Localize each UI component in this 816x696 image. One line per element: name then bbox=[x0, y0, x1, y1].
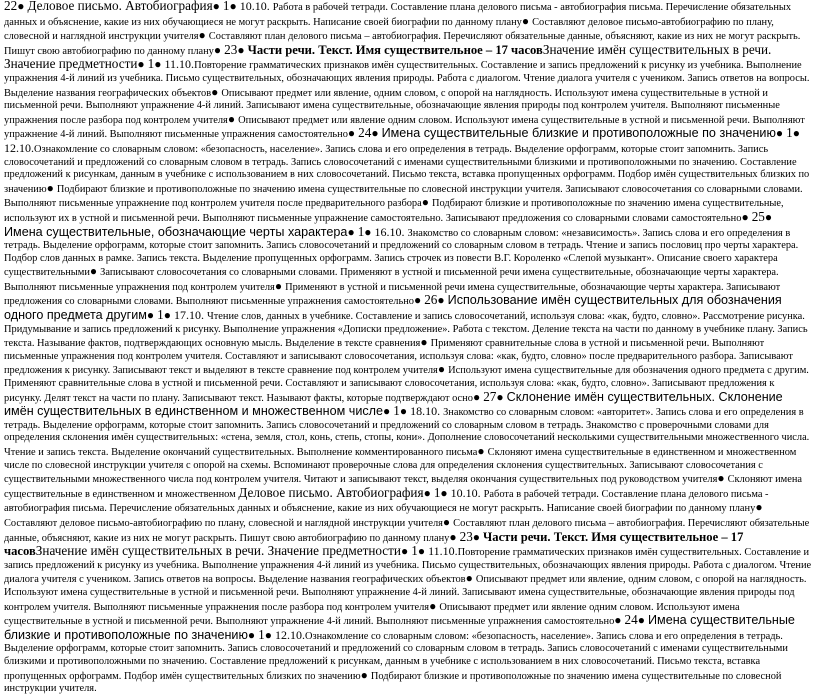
bullet-separator: ● bbox=[212, 0, 223, 13]
bullet-separator: ● bbox=[399, 404, 411, 419]
bullet-separator: ● bbox=[437, 293, 448, 308]
bullet-separator: ● bbox=[146, 308, 158, 323]
bullet-separator: ● bbox=[421, 195, 432, 210]
bullet-separator: ● bbox=[775, 126, 787, 141]
bullet-separator: ● bbox=[213, 42, 225, 57]
bullet-separator: ● bbox=[347, 126, 359, 141]
bullet-separator: ● bbox=[521, 13, 533, 28]
bullet-separator: ● bbox=[637, 613, 648, 628]
lesson-title: 23 bbox=[459, 528, 473, 544]
body-text: Работа в рабочей тетради. Составление плана делового письма - автобиография письма. Перечисление обязательных данных и объяснение, какие из них обучающиеся не могут раскрыть. Написание своей биографии по данному плану bbox=[4, 2, 792, 28]
body-text: Применяют в устной и письменной речи имена существительные, обозначающие черты характера. Записывают предложения со словарными словами. Выполняют письменные упражнения самостоятельно bbox=[4, 281, 781, 308]
bullet-separator: ● bbox=[211, 84, 222, 99]
bullet-separator: ● bbox=[400, 544, 412, 559]
lesson-date: 17.10. bbox=[174, 308, 208, 323]
lesson-title: Значение имён существительных в речи. Значение предметности bbox=[4, 41, 772, 72]
lesson-title: Имена существительные близкие и противоположные по значению bbox=[381, 126, 776, 141]
lesson-date: 16.10. bbox=[374, 224, 408, 239]
bullet-separator: ● bbox=[741, 209, 752, 224]
bullet-separator: ● bbox=[465, 571, 476, 586]
body-text: Работа в рабочей тетради. Составление плана делового письма - автобиография письма. Перечисление обязательных данных и объяснение, какие из них обучающиеся не могут раскрыть. Написание своей биографии по данному плану bbox=[4, 488, 769, 515]
body-text: Описывают предмет или явление, одним словом, с опорой на наглядность. Используют имена существительные в устной и письменной речи. Выполняют упражнение 4-й линий. Записывают имена существительные, обозначающие явления природы под контролем учителя. Выполняют письменные упражнения после разбора под контролем учителя bbox=[4, 87, 780, 126]
lesson-title: 1 bbox=[393, 403, 400, 419]
body-text: Описывают предмет или явление, одним словом, с опорой на наглядность. Используют имена существительные в устной и письменной речи. Выполняют упражнение 4-й линий. Записывают имена существительные, обозначающие явления природы под контролем учителя. Выполняют письменные упражнения после разбора под контролем учителя bbox=[4, 574, 807, 613]
bullet-separator: ● bbox=[420, 335, 431, 350]
bullet-separator: ● bbox=[440, 485, 451, 500]
lesson-date: 12.10. bbox=[275, 627, 305, 642]
body-text: Описывают предмет или явление одним словом. Используют имена существительные в устной и письменной речи. Выполняют упражнение 4-й линий. Выполняют письменные упражнения самостоятельно bbox=[4, 114, 805, 141]
bullet-separator: ● bbox=[755, 500, 763, 515]
bullet-separator: ● bbox=[472, 529, 484, 544]
body-text: Составляют план делового письма – автобиография. Перечисляют обязательные данные, объясняют, какие из них не могут раскрыть. Пишут свою автобиографию по данному плану bbox=[4, 517, 810, 544]
bullet-separator: ● bbox=[137, 57, 148, 72]
body-text: Применяют сравнительные слова в устной и письменной речи. Выполняют письменные упражнения под контролем учителя. Составляют и записывают словосочетания, используя слова: «как, будто, словно» после предварительного разбора. Записывают предложения к рисунку. Записывают текст и выделяют в тексте сравнение под контролем учителя bbox=[4, 338, 793, 377]
bullet-separator: ● bbox=[496, 389, 507, 404]
body-text: Записывают словосочетания со словарными словами. Применяют в устной и письменной речи имена существительные, обозначающие черты характера. Выполняют письменные упражнения под контролем учителя bbox=[4, 267, 779, 293]
lesson-title: 24 bbox=[624, 612, 638, 628]
section-heading: Части речи. Текст. Имя существительное – 17 часов bbox=[247, 42, 543, 57]
bullet-separator: ● bbox=[274, 278, 286, 293]
body-text: Описывают предмет или явление одним словом. Используют имена существительные в устной и письменной речи. Выполняют упражнение 4-й линий. Выполняют письменные упражнения самостоятельно bbox=[4, 601, 740, 628]
lesson-title: Значение имён существительных в речи. Значение предметности bbox=[35, 543, 401, 559]
body-text: Подбирают близкие и противоположные по значению имена существительные по словесной инструкции учителя. bbox=[4, 670, 782, 695]
body-text: Составляют деловое письмо-автобиографию по плану, словесной и наглядной инструкции учителя bbox=[4, 16, 774, 43]
bullet-separator: ● bbox=[472, 389, 484, 404]
bullet-separator: ● bbox=[717, 471, 728, 486]
lesson-title: Использование имён существительных для обозначения одного предмета другим bbox=[4, 293, 782, 323]
body-text: Знакомство со словарным словом: «независимость». Запись слова и его определения в тетрадь. Выделение орфограмм, которые стоит запомнить. Запись словосочетаний и предложений со словарным словом в тетрадь. Чтение и запись пословиц про черты характера. Подбор слов данных в рамке. Запись текста. Выделение пропущенных орфограмм. Запись строчек из повести В.Г. Короленко «Слепой музыкант». Описание своего характера существительными bbox=[4, 227, 799, 279]
lesson-title: 1 bbox=[157, 307, 164, 323]
lesson-title: Деловое письмо. Автобиография bbox=[238, 484, 424, 500]
body-text: Ознакомление со словарным словом: «безопасность, население». Запись слова и его определения в тетрадь. Выделение орфограмм, которые стоит запомнить. Запись словосочетаний и предложений со словарным словом в тетрадь. Запись словосочетаний с именами существительными близкими и противоположными по значению. Составление предложений к рисункам, данным в учебнике с использованием в них словосочетаний. Письмо текста, вставка пропущенных орфограмм. Подбор имён существительных близких по значению bbox=[4, 143, 810, 195]
lesson-title: 25 bbox=[751, 208, 765, 224]
section-heading: Части речи. Текст. Имя существительное – 17 часов bbox=[4, 529, 744, 559]
lesson-title: 27 bbox=[483, 388, 497, 404]
lesson-title: 1 bbox=[411, 543, 418, 559]
body-text: Повторение грамматических признаков имён существительных. Составление и запись предложений к рисунку из учебника. Выполнение упражнения 4-й линий из учебника. Письмо существительных, обозначающих явления природы. Работа с диалогом. Чтение диалога учителя с учеником. Запись ответов на вопросы. Выделение названия географических объектов bbox=[4, 60, 810, 99]
lesson-title: 23 bbox=[224, 41, 238, 57]
body-text: Подбирают близкие и противоположные по значению имена существительные по словесной инструкции учителя. Записывают словосочетания со словарными словами. Выполняют письменные упражнение под контролем учителя после предварительного разбора bbox=[4, 183, 803, 210]
bullet-separator: ● bbox=[163, 308, 175, 323]
bullet-separator: ● bbox=[423, 485, 434, 500]
body-text: Повторение грамматических признаков имён существительных. Составление и запись предложений к рисунку из учебника. Выполнение упражнения 4-й линий из учебника. Письмо существительных, обозначающих явления природы. Работа с диалогом. Чтение диалога учителя с учеником. Запись ответов на вопросы. Выделение названия географических объектов bbox=[4, 547, 812, 586]
lesson-title: 26 bbox=[424, 292, 438, 308]
lesson-date: 11.10. bbox=[164, 57, 195, 72]
lesson-date: 12.10. bbox=[4, 140, 34, 155]
lesson-title: 1 bbox=[786, 125, 793, 141]
body-text: Используют имена существительные для обозначения одного предмета с другим. Применяют сравнительные слова в устной и письменной речи. Составляют и записывают словосочетания, используя слова: «как, будто, словно». Записывают предложения к рисунку. Делят текст на части по плану. Записывают текст. Называют факты, которые подтверждают осно bbox=[4, 365, 809, 404]
bullet-separator: ● bbox=[764, 209, 773, 224]
bullet-separator: ● bbox=[792, 126, 800, 141]
lesson-title: 22 bbox=[4, 0, 18, 13]
bullet-separator: ● bbox=[383, 404, 394, 419]
lesson-date: 10.10. bbox=[450, 485, 484, 500]
body-text: Ознакомление со словарным словом: «безопасность, население». Запись слова и его определения в тетрадь. Выделение орфограмм, которые стоит запомнить. Запись словосочетаний и предложений со словарным словом в тетрадь. Запись словосочетаний с именами существительными близкими и противоположными по значению. Составление предложений к рисункам, данным в учебнике с использованием в них словосочетаний. Письмо текста, вставка пропущенных орфограмм. Подбор имён существительных близких по значению bbox=[4, 630, 788, 682]
body-text: Составляют план делового письма – автобиография. Перечисляют обязательные данные, объясняют, какие из них не могут раскрыть. Пишут свою автобиографию по данному плану bbox=[4, 31, 801, 57]
bullet-separator: ● bbox=[89, 264, 101, 279]
bullet-separator: ● bbox=[429, 598, 440, 613]
bullet-separator: ● bbox=[477, 444, 488, 458]
bullet-separator: ● bbox=[449, 529, 460, 544]
bullet-separator: ● bbox=[437, 362, 449, 377]
lesson-date: 10.10. bbox=[239, 0, 273, 13]
bullet-separator: ● bbox=[347, 224, 358, 239]
lesson-title: Имена существительные близкие и противоположные по значению bbox=[4, 613, 795, 642]
bullet-separator: ● bbox=[417, 544, 429, 559]
bullet-separator: ● bbox=[371, 126, 382, 141]
bullet-separator: ● bbox=[413, 293, 425, 308]
bullet-separator: ● bbox=[46, 180, 57, 195]
bullet-separator: ● bbox=[227, 111, 239, 126]
bullet-separator: ● bbox=[442, 514, 454, 529]
lesson-title: 1 bbox=[222, 0, 230, 13]
lesson-title: 24 bbox=[358, 125, 372, 141]
bullet-separator: ● bbox=[360, 667, 371, 682]
body-text: Склоняют имена существительные в единственном и множественном bbox=[4, 474, 803, 500]
bullet-separator: ● bbox=[229, 0, 240, 13]
bullet-separator: ● bbox=[264, 627, 275, 642]
lesson-date: 18.10. bbox=[410, 404, 444, 419]
lesson-title: 1 bbox=[357, 223, 365, 239]
body-text: Знакомство со словарным словом: «авторитет». Запись слова и его определения в тетрадь. Выделение орфограмм, которые стоит запомнить. Запись словосочетаний и предложений со словарным словом в тетрадь. Знакомство с проверочными словами для определения склонения имён существительных: «стена, земля, стол, конь, степь, стопы, кони». Дополнение словосочетаний несколькими существительными множественного числа. Чтение и запись текста. Выделение окончаний существительных. Выполнение комментированного письма bbox=[4, 407, 810, 458]
lesson-title: Склонение имён существительных. Склонение имён существительных в единственном и множественном числе bbox=[4, 389, 783, 419]
bullet-separator: ● bbox=[154, 57, 165, 72]
lesson-title: Деловое письмо. Автобиография bbox=[27, 0, 213, 13]
bullet-separator: ● bbox=[247, 627, 259, 642]
lesson-title: 1 bbox=[433, 484, 441, 500]
body-text: Склоняют имена существительные в единственном и множественном числе по словесной инструкции учителя с опорой на схемы. Вспоминают проверочные слова для определения склонения существительных. Записывают словосочетания с существительными множественного числа под контролем учителя. Читают и записывают текст, выделяя окончания существительных под руководством учителя bbox=[4, 447, 797, 486]
bullet-separator: ● bbox=[198, 28, 209, 43]
body-text: Подбирают близкие и противоположные по значению имена существительные, используют их в устной и письменной речи. Выполняют письменные упражнение самостоятельно. Записывают предложения со словарными словами самостоятельно bbox=[4, 198, 784, 224]
body-text: Чтение слов, данных в учебнике. Составление и запись словосочетаний, используя слова: «как, будто, словно». Рассмотрение рисунка. Придумывание и запись предложений к рисунку. Выполнение упражнения «Дописки предложение». Работа с текстом. Деление текста на части по данному в учебнике плану. Запись текста. Называние фактов, подтверждающих основную мысль. Выделение в тексте сравнения bbox=[4, 311, 808, 350]
lesson-title: 1 bbox=[147, 56, 155, 72]
lesson-date: 11.10. bbox=[428, 544, 458, 559]
lesson-title: 1 bbox=[258, 626, 265, 642]
bullet-separator: ● bbox=[17, 0, 28, 13]
bullet-separator: ● bbox=[614, 613, 625, 628]
body-text: Составляют деловое письмо-автобиографию по плану, словесной и наглядной инструкции учителя bbox=[4, 517, 443, 529]
bullet-separator: ● bbox=[364, 224, 375, 239]
bullet-separator: ● bbox=[237, 42, 248, 57]
lesson-title: Имена существительные, обозначающие черты характера bbox=[4, 224, 348, 239]
